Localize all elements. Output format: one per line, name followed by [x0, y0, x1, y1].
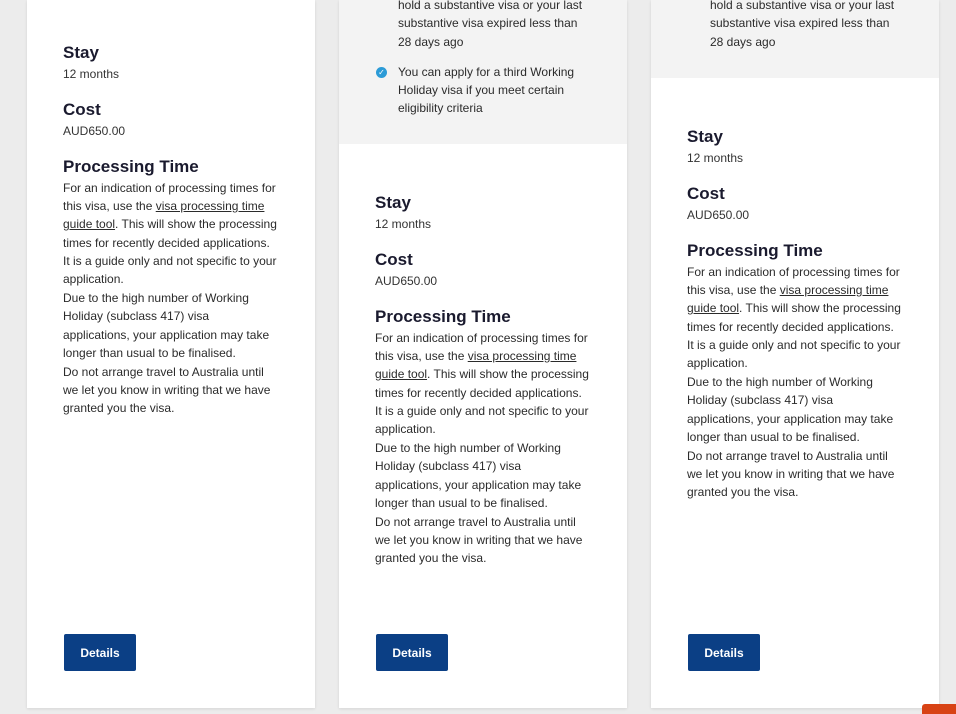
details-button[interactable]: Details — [64, 634, 136, 671]
check-circle-icon: ✓ — [376, 67, 387, 78]
processing-note: Due to the high number of Working Holiday (subclass 417) visa applications, your application may take longer than usual to be finalised. — [63, 291, 270, 360]
cost-value: AUD650.00 — [687, 208, 750, 222]
eligibility-item — [339, 0, 627, 51]
eligibility-item-text: hold a substantive visa or your last substantive visa expired less than 28 days ago — [398, 0, 583, 49]
travel-warning: Do not arrange travel to Australia until we let you know in writing that we have granted you the visa. — [63, 365, 271, 416]
processing-intro: For an indication of processing times for this visa, use the — [687, 265, 900, 298]
eligibility-list — [339, 0, 627, 118]
visa-card-content — [687, 126, 901, 502]
cost-label: Cost — [375, 250, 413, 269]
stay-label: Stay — [375, 193, 411, 212]
cost-value: AUD650.00 — [375, 274, 438, 288]
stay-value: 12 months — [375, 217, 432, 231]
processing-intro: For an indication of processing times for this visa, use the — [375, 331, 588, 364]
processing-time-text — [687, 263, 901, 372]
processing-after: . This will show the processing times for recently decided applications. It is a guide only and not specific to your application. — [63, 217, 277, 287]
feedback-tab[interactable] — [922, 704, 956, 714]
processing-after: . This will show the processing times for recently decided applications. It is a guide only and not specific to your application. — [687, 301, 901, 371]
eligibility-item-text: hold a substantive visa or your last substantive visa expired less than 28 days ago — [710, 0, 895, 49]
details-button[interactable]: Details — [688, 634, 760, 671]
processing-time-guide-link[interactable]: visa processing time guide tool — [375, 349, 577, 382]
processing-time-label: Processing Time — [375, 307, 511, 326]
eligibility-item — [339, 63, 627, 118]
cost-label: Cost — [687, 184, 725, 203]
visa-card-3 — [651, 0, 939, 708]
visa-card-content — [63, 42, 277, 418]
processing-after: . This will show the processing times for recently decided applications. It is a guide only and not specific to your application. — [375, 367, 589, 437]
processing-note: Due to the high number of Working Holiday (subclass 417) visa applications, your application may take longer than usual to be finalised. — [687, 375, 894, 444]
processing-time-label: Processing Time — [63, 157, 199, 176]
eligibility-item-text: You can apply for a third Working Holiday visa if you meet certain eligibility criteria — [398, 64, 575, 116]
processing-time-text — [375, 329, 589, 438]
details-button[interactable]: Details — [376, 634, 448, 671]
processing-note: Due to the high number of Working Holiday (subclass 417) visa applications, your application may take longer than usual to be finalised. — [375, 441, 582, 510]
eligibility-panel — [339, 0, 627, 144]
processing-intro: For an indication of processing times for this visa, use the — [63, 181, 276, 214]
eligibility-item — [651, 0, 939, 51]
visa-card-1 — [27, 0, 315, 708]
eligibility-panel — [651, 0, 939, 78]
travel-warning: Do not arrange travel to Australia until we let you know in writing that we have granted you the visa. — [375, 515, 583, 566]
processing-time-guide-link[interactable]: visa processing time guide tool — [687, 283, 889, 316]
stay-label: Stay — [63, 43, 99, 62]
visa-card-2 — [339, 0, 627, 708]
processing-time-text — [63, 179, 277, 288]
cost-label: Cost — [63, 100, 101, 119]
travel-warning: Do not arrange travel to Australia until we let you know in writing that we have granted you the visa. — [687, 449, 895, 500]
stay-value: 12 months — [687, 151, 744, 165]
cost-value: AUD650.00 — [63, 124, 126, 138]
eligibility-list — [651, 0, 939, 51]
visa-card-content — [375, 192, 589, 568]
stay-value: 12 months — [63, 67, 120, 81]
processing-time-guide-link[interactable]: visa processing time guide tool — [63, 199, 265, 232]
processing-time-label: Processing Time — [687, 241, 823, 260]
stay-label: Stay — [687, 127, 723, 146]
